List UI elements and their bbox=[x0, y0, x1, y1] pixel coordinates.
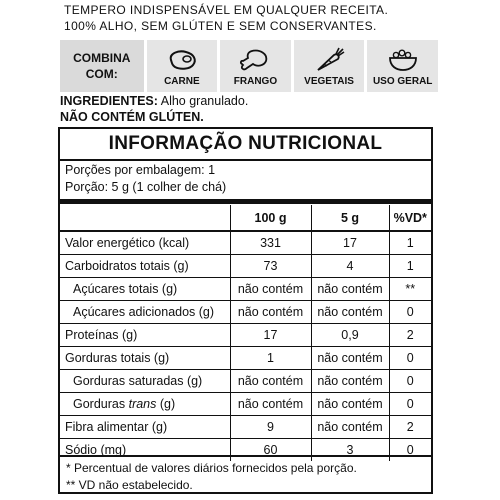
nutrient-value: 17 bbox=[311, 231, 389, 255]
nutrition-body bbox=[60, 231, 431, 461]
nutrient-value: 2 bbox=[389, 416, 431, 439]
nutrient-name: Fibra alimentar (g) bbox=[60, 416, 230, 439]
nutrition-table bbox=[60, 205, 431, 461]
nutrient-name: Açúcares adicionados (g) bbox=[60, 301, 230, 324]
nutrient-value: 60 bbox=[230, 439, 311, 462]
nutrient-value: não contém bbox=[311, 416, 389, 439]
intro-line-2: 100% ALHO, SEM GLÚTEN E SEM CONSERVANTES. bbox=[64, 19, 377, 33]
pairing-label: VEGETAIS bbox=[304, 76, 354, 87]
nutrient-name: Gorduras trans (g) bbox=[60, 393, 230, 416]
pairing-carne bbox=[147, 40, 218, 92]
nutrition-header-row bbox=[60, 205, 431, 231]
header-cell: 100 g bbox=[230, 205, 311, 231]
nutrient-value: não contém bbox=[230, 278, 311, 301]
nutrient-value: não contém bbox=[311, 301, 389, 324]
nutrition-row bbox=[60, 255, 431, 278]
nutrient-name: Açúcares totais (g) bbox=[60, 278, 230, 301]
nutrient-value: 9 bbox=[230, 416, 311, 439]
footnote: * Percentual de valores diários fornecidos pela porção. bbox=[66, 461, 357, 475]
footnote: ** VD não estabelecido. bbox=[66, 478, 193, 492]
chicken-leg-icon bbox=[235, 46, 275, 74]
nutrient-value: 0 bbox=[389, 347, 431, 370]
nutrient-value: 0 bbox=[389, 393, 431, 416]
nutrition-row bbox=[60, 324, 431, 347]
header-cell bbox=[60, 205, 230, 231]
nutrient-name: Carboidratos totais (g) bbox=[60, 255, 230, 278]
nutrient-value: 2 bbox=[389, 324, 431, 347]
servings-per-package: Porções por embalagem: 1 bbox=[65, 163, 216, 177]
nutrition-row bbox=[60, 231, 431, 255]
nutrient-value: 0 bbox=[389, 439, 431, 462]
pairings-panel bbox=[60, 40, 438, 92]
nutrition-row bbox=[60, 301, 431, 324]
carrot-icon bbox=[309, 46, 349, 74]
ingredients-block bbox=[60, 93, 248, 125]
nutrient-value: não contém bbox=[311, 370, 389, 393]
pairing-label: CARNE bbox=[164, 76, 200, 87]
steak-icon bbox=[162, 46, 202, 74]
gluten-statement: NÃO CONTÉM GLÚTEN. bbox=[60, 110, 204, 124]
pairing-label: USO GERAL bbox=[372, 76, 433, 87]
pairing-vegetais bbox=[294, 40, 365, 92]
nutrition-row bbox=[60, 370, 431, 393]
nutrient-value: 4 bbox=[311, 255, 389, 278]
nutrition-title: INFORMAÇÃO NUTRICIONAL bbox=[108, 133, 383, 154]
nutrient-value: 0,9 bbox=[311, 324, 389, 347]
nutrient-value: 1 bbox=[230, 347, 311, 370]
nutrient-value: 1 bbox=[389, 255, 431, 278]
serving-size: Porção: 5 g (1 colher de chá) bbox=[65, 180, 227, 194]
divider bbox=[60, 159, 431, 161]
nutrient-name: Sódio (mg) bbox=[65, 443, 127, 457]
divider-thick bbox=[60, 199, 431, 204]
intro-text bbox=[64, 2, 494, 34]
pairing-label: FRANGO bbox=[233, 76, 278, 87]
nutrition-facts-panel bbox=[58, 127, 433, 494]
nutrient-value: ** bbox=[389, 278, 431, 301]
nutrient-value: não contém bbox=[230, 393, 311, 416]
nutrient-value: não contém bbox=[230, 370, 311, 393]
nutrient-value: 0 bbox=[389, 370, 431, 393]
nutrient-name: Gorduras saturadas (g) bbox=[60, 370, 230, 393]
pairing-uso-geral bbox=[367, 40, 438, 92]
nutrient-name: Valor energético (kcal) bbox=[60, 231, 230, 255]
pairing-frango bbox=[220, 40, 291, 92]
nutrient-value: 17 bbox=[230, 324, 311, 347]
nutrient-name: Gorduras totais (g) bbox=[60, 347, 230, 370]
nutrition-row bbox=[60, 347, 431, 370]
nutrition-row bbox=[60, 393, 431, 416]
pairings-label: COMBINA COM: bbox=[60, 40, 144, 92]
intro-line-1: TEMPERO INDISPENSÁVEL EM QUALQUER RECEITA. bbox=[64, 3, 389, 17]
ingredients-text: Alho granulado. bbox=[160, 94, 249, 108]
nutrient-name: Proteínas (g) bbox=[60, 324, 230, 347]
footnotes bbox=[60, 455, 431, 494]
nutrient-value: 3 bbox=[311, 439, 389, 462]
nutrient-value: 0 bbox=[389, 301, 431, 324]
nutrition-row bbox=[60, 278, 431, 301]
nutrient-value: não contém bbox=[311, 347, 389, 370]
header-cell: %VD* bbox=[389, 205, 431, 231]
nutrient-value: não contém bbox=[311, 393, 389, 416]
ingredients-label: INGREDIENTES: bbox=[60, 94, 158, 108]
nutrient-value: não contém bbox=[311, 278, 389, 301]
nutrient-value: 73 bbox=[230, 255, 311, 278]
bowl-icon bbox=[383, 46, 423, 74]
nutrition-row bbox=[60, 416, 431, 439]
nutrient-value: não contém bbox=[230, 301, 311, 324]
nutrient-value: 331 bbox=[230, 231, 311, 255]
nutrient-value: 1 bbox=[389, 231, 431, 255]
header-cell: 5 g bbox=[311, 205, 389, 231]
